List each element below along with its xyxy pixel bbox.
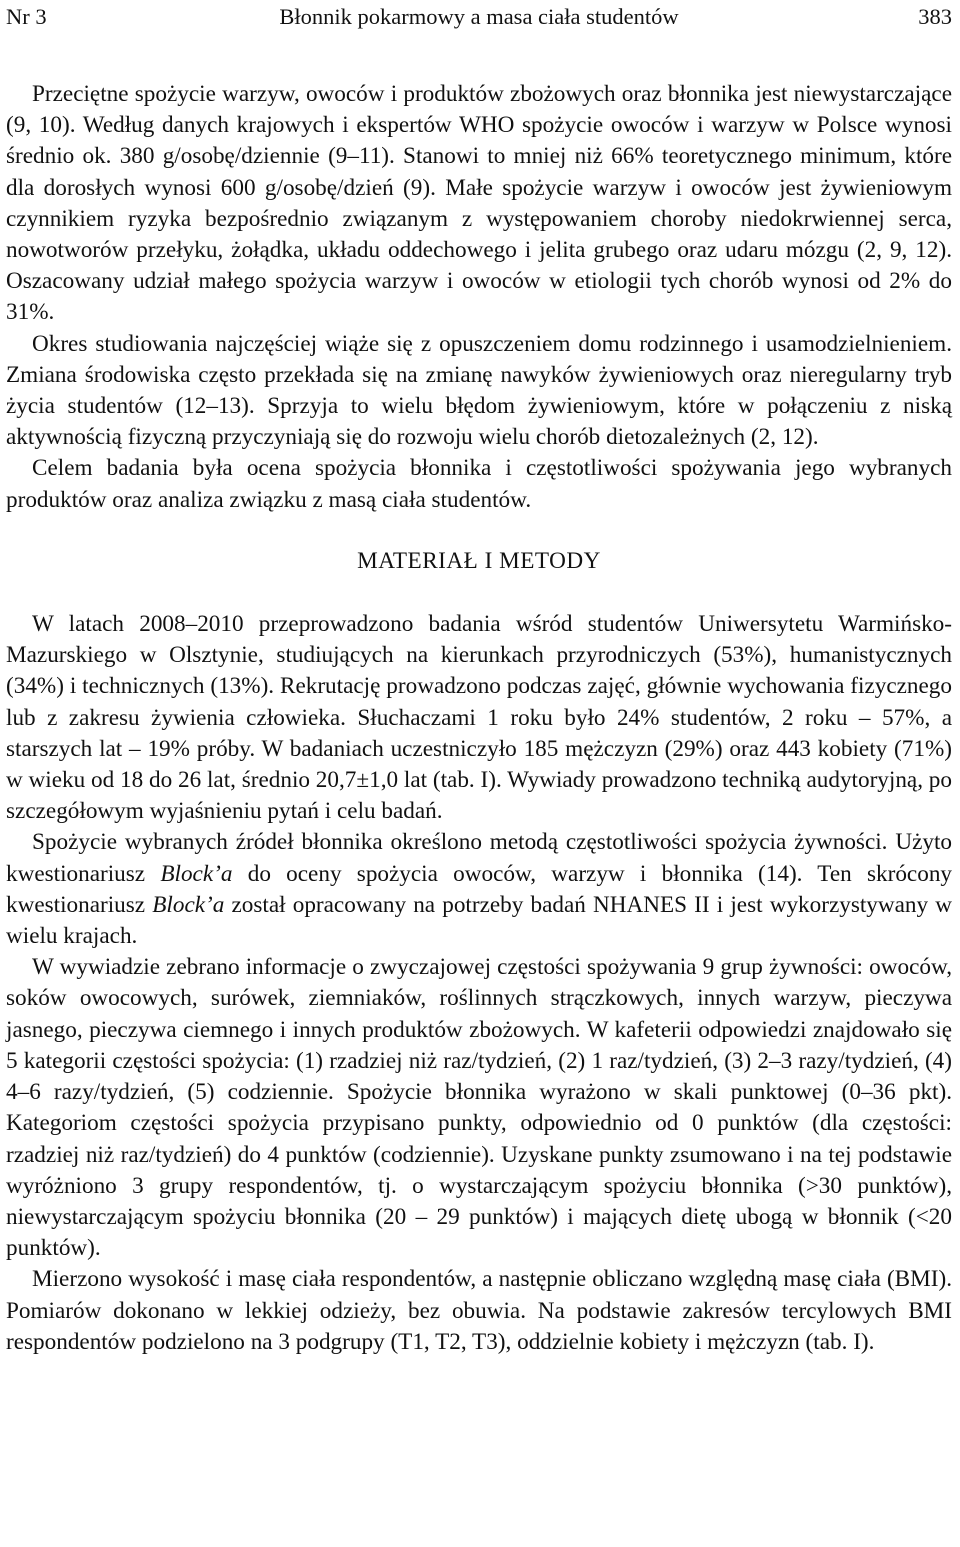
methods-paragraph-3: W wywiadzie zebrano informacje o zwyczajowej częstości spożywania 9 grup żywności: owoców, soków owocowych, surówek, ziemniaków, roślinnych strączkowych, innych warzyw, pieczywa jasnego, pieczywa ciemnego i innych produktów zbożowych. W kafeterii odpowiedzi znajdowało się 5 kategorii częstości spożycia: (1) rzadziej niż raz/tydzień, (2) 1 raz/tydzień, (3) 2–3 razy/tydzień, (4) 4–6 razy/tydzień, (5) codziennie. Spożycie błonnika wyrażono w skali punktowej (0–36 pkt). Kategoriom częstości spożycia przypisano punkty, odpowiednio od 0 punktów (dla częstości: rzadziej niż raz/tydzień) do 4 punktów (codziennie). Uzyskane punkty zsumowano i na tej podstawie wyróżniono 3 grupy respondentów, tj. o wystarczającym spożyciu błonnika (>30 punktów), niewystarczającym spożyciu błonnika (20 – 29 punktów) i mających dietę ubogą w błonnik (<20 punktów). xyxy=(6,954,952,1262)
intro-paragraph-2: Okres studiowania najczęściej wiąże się z opuszczeniem domu rodzinnego i usamodzielnieniem. Zmiana środowiska często przekłada się na zmianę nawyków żywieniowych oraz nieregularny tryb życia studentów (12–13). Sprzyja to wielu błędom żywieniowym, które w połączeniu z niską aktywnością fizyczną przyczyniają się do rozwoju wielu chorób dietozależnych (2, 12). xyxy=(6,330,952,451)
block-questionnaire-name: Block’a xyxy=(160,860,233,887)
body-text xyxy=(6,79,952,1358)
methods-paragraph-2-part-a: Spożycie wybranych źródeł błonnika określono metodą częstotliwości spożycia żywności. Użyto kwestionariusz xyxy=(6,829,952,887)
running-title: Błonnik pokarmowy a masa ciała studentów xyxy=(279,4,679,29)
methods-paragraph-4: Mierzono wysokość i masę ciała respondentów, a następnie obliczano względną masę ciała (BMI). Pomiarów dokonano w lekkiej odzieży, bez obuwia. Na podstawie zakresów tercylowych BMI respondentów podzielono na 3 podgrupy (T1, T2, T3), oddzielnie kobiety i mężczyzn (tab. I). xyxy=(6,1266,952,1355)
section-heading: MATERIAŁ I METODY xyxy=(357,547,601,574)
methods-paragraph-1: W latach 2008–2010 przeprowadzono badania wśród studentów Uniwersytetu Warmińsko-Mazurskiego w Olsztynie, studiujących na kierunkach przyrodniczych (53%), humanistycznych (34%) i technicznych (13%). Rekrutację prowadzono podczas zajęć, głównie wychowania fizycznego lub z zakresu żywienia człowieka. Słuchaczami 1 roku było 24% studentów, 2 roku – 57%, a starszych lat – 19% próby. W badaniach uczestniczyło 185 mężczyzn (29%) oraz 443 kobiety (71%) w wieku od 18 do 26 lat, średnio 20,7±1,0 lat (tab. I). Wywiady prowadzono techniką audytoryjną, po szczegółowym wyjaśnieniu pytań i celu badań. xyxy=(6,611,952,825)
running-header xyxy=(6,0,952,34)
issue-number: Nr 3 xyxy=(6,4,47,29)
block-questionnaire-name-2: Block’a xyxy=(152,891,225,918)
document-page xyxy=(6,0,952,1358)
intro-paragraph-1: Przeciętne spożycie warzyw, owoców i produktów zbożowych oraz błonnika jest niewystarczające (9, 10). Według danych krajowych i ekspertów WHO spożycie owoców i warzyw w Polsce wynosi średnio ok. 380 g/osobę/dziennie (9–11). Stanowi to mniej niż 66% teoretycznego minimum, które dla dorosłych wynosi 600 g/osobę/dzień (9). Małe spożycie warzyw i owoców jest żywieniowym czynnikiem ryzyka bezpośrednio związanym z występowaniem choroby niedokrwiennej serca, nowotworów przełyku, żołądka, układu oddechowego i jelita grubego oraz udaru mózgu (2, 9, 12). Oszacowany udział małego spożycia warzyw i owoców w etiologii tych chorób wynosi od 2% do 31%. xyxy=(6,81,952,326)
page-number: 383 xyxy=(918,4,952,29)
methods-paragraph-2 xyxy=(6,827,952,952)
methods-paragraph-2-part-c: został opracowany na potrzeby badań NHANES II i jest wykorzystywany w wielu krajach. xyxy=(6,891,953,950)
methods-paragraph-2-part-b: do oceny spożycia owoców, warzyw i błonnika (14). Ten skrócony kwestionariusz xyxy=(6,860,953,918)
intro-paragraph-3: Celem badania była ocena spożycia błonnika i częstotliwości spożywania jego wybranych produktów oraz analiza związku z masą ciała studentów. xyxy=(6,455,952,513)
